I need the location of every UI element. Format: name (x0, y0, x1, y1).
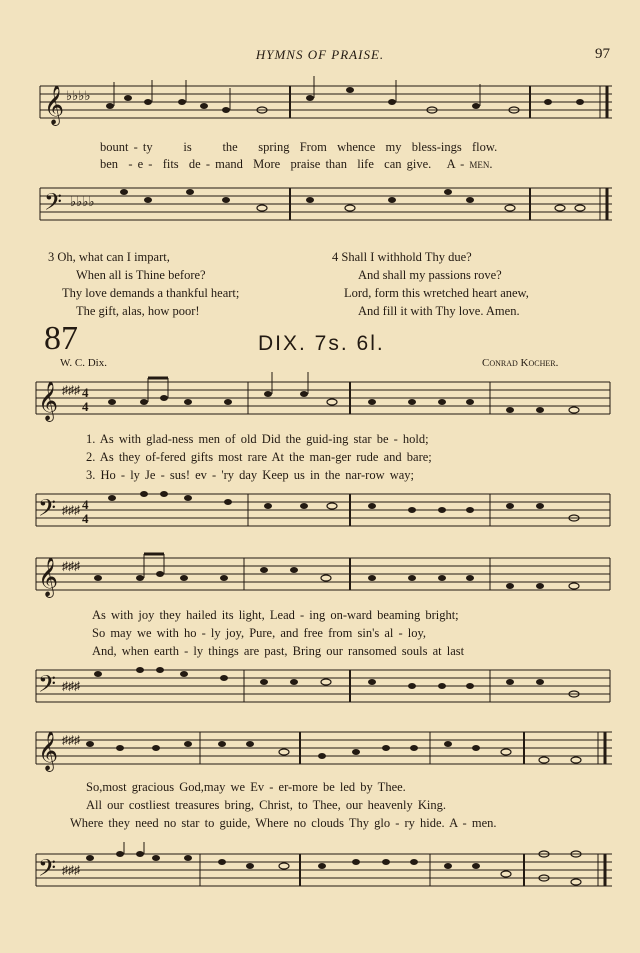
svg-text:4: 4 (82, 385, 89, 400)
svg-text:♭♭♭♭: ♭♭♭♭ (70, 194, 95, 209)
prev-verse-3-line-2: When all is Thine before? (76, 268, 206, 282)
svg-text:𝄢: 𝄢 (38, 856, 57, 887)
system3-lyric-verse-3: Where they need no star to guide, Where no clouds Thy glo - ry hide. A - men. (70, 816, 497, 830)
svg-text:♯♯♯: ♯♯♯ (62, 733, 80, 747)
system1-lyric-verse-2: 2. As they of-fered gifts most rare At the man-ger rude and bare; (86, 450, 432, 464)
system2-lyric-verse-2: So may we with ho - ly joy, Pure, and free from sin's al - loy, (92, 626, 427, 640)
prev-verse-4-line-2: And shall my passions rove? (358, 268, 502, 282)
prev-lyric-line-1: bount - ty is the spring From whence my bless-ings flow. (100, 140, 498, 154)
svg-text:4: 4 (82, 399, 89, 414)
words-author: W. C. Dix. (60, 357, 107, 369)
hymn-number: 87 (44, 320, 78, 357)
system2-bass-staff (0, 660, 640, 716)
prev-hymn-bass-staff (0, 176, 640, 236)
svg-text:♯♯♯: ♯♯♯ (62, 559, 80, 573)
system2-lyric-verse-3: And, when earth - ly things are past, Bring our ransomed souls at last (92, 644, 465, 658)
prev-verse-3-line-1: 3 Oh, what can I impart, (48, 250, 170, 264)
svg-text:4: 4 (82, 497, 89, 512)
prev-verse-3-line-3: Thy love demands a thankful heart; (62, 286, 240, 300)
prev-verse-4-line-3: Lord, form this wretched heart anew, (344, 286, 529, 300)
running-title: HYMNS OF PRAISE. (255, 47, 385, 62)
svg-text:♭♭♭♭: ♭♭♭♭ (66, 88, 91, 103)
svg-text:𝄢: 𝄢 (38, 496, 57, 527)
system1-lyric-verse-1: 1. As with glad-ness men of old Did the guid-ing star be - hold; (86, 432, 429, 446)
svg-text:4: 4 (82, 511, 89, 526)
svg-text:𝄞: 𝄞 (38, 383, 59, 420)
svg-text:𝄢: 𝄢 (44, 190, 63, 221)
system1-bass-staff (0, 484, 640, 540)
system3-lyric-verse-1: So,most gracious God,may we Ev - er-more be led by Thee. (86, 780, 406, 794)
prev-lyric-line-2: ben - e - fits de - mand More praise than life can give. A - men. (100, 157, 493, 171)
music-composer: Conrad Kocher. (482, 357, 559, 369)
svg-text:𝄞: 𝄞 (38, 733, 59, 770)
prev-verse-4-line-4: And fill it with Thy love. Amen. (358, 304, 520, 318)
system3-bass-staff (0, 842, 640, 902)
system2-lyric-verse-1: As with joy they hailed its light, Lead - ing on-ward beaming bright; (92, 608, 459, 622)
system1-treble-staff (0, 372, 640, 428)
svg-text:𝄞: 𝄞 (38, 559, 59, 596)
svg-text:♯♯♯: ♯♯♯ (62, 503, 80, 517)
prev-verse-4-line-1: 4 Shall I withhold Thy due? (332, 250, 472, 264)
system3-lyric-verse-2: All our costliest treasures bring, Christ, to Thee, our heavenly King. (86, 798, 446, 812)
hymn-title: DIX. 7s. 6l. (258, 332, 385, 355)
system1-lyric-verse-3: 3. Ho - ly Je - sus! ev - 'ry day Keep us in the nar-row way; (86, 468, 415, 482)
system2-treble-staff (0, 548, 640, 604)
prev-verse-3-line-4: The gift, alas, how poor! (76, 304, 200, 318)
svg-text:♯♯♯: ♯♯♯ (62, 679, 80, 693)
svg-text:♯♯♯: ♯♯♯ (62, 383, 80, 397)
svg-text:♯♯♯: ♯♯♯ (62, 863, 80, 877)
system3-treble-staff (0, 722, 640, 778)
svg-text:𝄞: 𝄞 (44, 87, 65, 124)
prev-hymn-treble-staff (0, 76, 640, 136)
page-number: 97 (595, 46, 610, 62)
svg-text:𝄢: 𝄢 (38, 672, 57, 703)
